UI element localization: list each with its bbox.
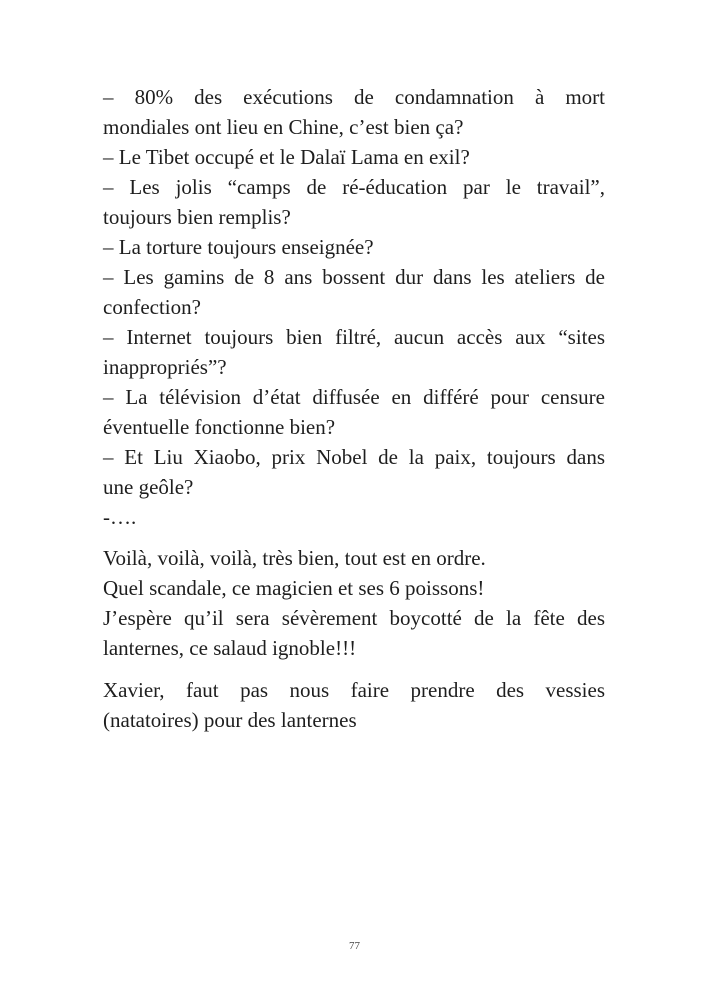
text-line: – Le Tibet occupé et le Dalaï Lama en exil? <box>103 145 470 169</box>
text-line: (natatoires) pour des lanternes <box>103 708 357 732</box>
page-body <box>103 82 605 735</box>
text-line: – La télévision d’état diffusée en différé pour censure <box>103 385 605 409</box>
text-line: confection? <box>103 295 201 319</box>
text-line: – Les gamins de 8 ans bossent dur dans les ateliers de <box>103 265 605 289</box>
text-line: mondiales ont lieu en Chine, c’est bien ça? <box>103 115 464 139</box>
text-line: – 80% des exécutions de condamnation à mort <box>103 85 605 109</box>
paragraph-scandal <box>103 543 605 663</box>
text-line: Voilà, voilà, voilà, très bien, tout est en ordre. <box>103 546 486 570</box>
text-line: – Et Liu Xiaobo, prix Nobel de la paix, toujours dans <box>103 445 605 469</box>
text-line: une geôle? <box>103 475 194 499</box>
text-line: – Internet toujours bien filtré, aucun accès aux “sites <box>103 325 605 349</box>
text-line: J’espère qu’il sera sévèrement boycotté de la fête des <box>103 606 605 630</box>
paragraph-closing <box>103 675 605 735</box>
text-line: lanternes, ce salaud ignoble!!! <box>103 636 357 660</box>
text-line: Quel scandale, ce magicien et ses 6 poissons! <box>103 576 485 600</box>
paragraph-spacer <box>103 663 605 675</box>
text-line: – Les jolis “camps de ré-éducation par le travail”, <box>103 175 605 199</box>
text-line: – La torture toujours enseignée? <box>103 235 374 259</box>
text-line: -…. <box>103 505 137 529</box>
page-number: 77 <box>349 940 360 952</box>
paragraph-questions <box>103 82 605 532</box>
paragraph-spacer <box>103 532 605 543</box>
text-line: éventuelle fonctionne bien? <box>103 415 336 439</box>
text-line: Xavier, faut pas nous faire prendre des vessies <box>103 678 605 702</box>
text-line: toujours bien remplis? <box>103 205 291 229</box>
text-line: inappropriés”? <box>103 355 227 379</box>
